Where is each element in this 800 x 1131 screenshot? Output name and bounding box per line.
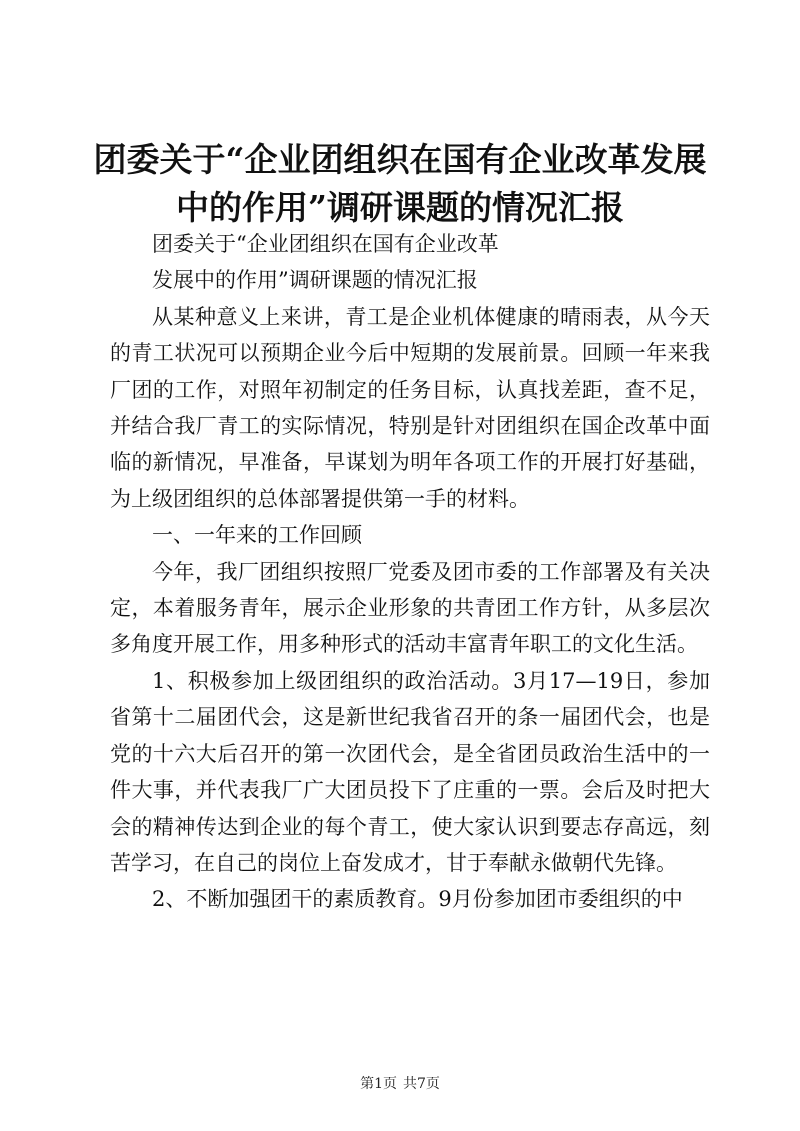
section-heading-review: 一、一年来的工作回顾 <box>152 523 362 548</box>
page-total: 共7页 <box>403 1076 440 1092</box>
paragraph-item-2: 2、不断加强团干的素质教育。9月份参加团市委组织的中 <box>152 887 683 912</box>
document-title: 团委关于“企业团组织在国有企业改革发展中的作用”调研课题的情况汇报 <box>93 140 707 227</box>
paragraph-item-1: 1、积极参加上级团组织的政治活动。3月17—19日，参加省第十二届团代会，这是新世纪我省召开的条一届团代会，也是党的十六大后召开的第一次团代会，是全省团员政治生活中的一件大事，并代表我厂广大团员投下了庄重的一票。会后及时把大会的精神传达到企业的每个青工，使大家认识到要志存高远，刻苦学习，在自己的岗位上奋发成才，甘于奉献永做朝代先锋。 <box>110 668 710 875</box>
paragraph-subtitle-line-2: 发展中的作用”调研课题的情况汇报 <box>152 268 478 293</box>
paragraph-subtitle-line-1: 团委关于“企业团组织在国有企业改革 <box>152 232 499 256</box>
paragraph-introduction: 从某种意义上来讲，青工是企业机体健康的晴雨表，从今天的青工状况可以预期企业今后中短期的发展前景。回顾一年来我厂团的工作，对照年初制定的任务目标，认真找差距，查不足，并结合我厂青工的实际情况，特别是针对团组织在国企改革中面临的新情况，早准备，早谋划为明年各项工作的开展打好基础，为上级团组织的总体部署提供第一手的材料。 <box>110 304 710 511</box>
paragraph-overview: 今年，我厂团组织按照厂党委及团市委的工作部署及有关决定，本着服务青年，展示企业形象的共青团工作方针，从多层次多角度开展工作，用多种形式的活动丰富青年职工的文化生活。 <box>110 559 710 657</box>
document-body <box>110 226 710 918</box>
page-footer <box>0 1074 800 1094</box>
page-number: 第1页 <box>360 1076 397 1092</box>
